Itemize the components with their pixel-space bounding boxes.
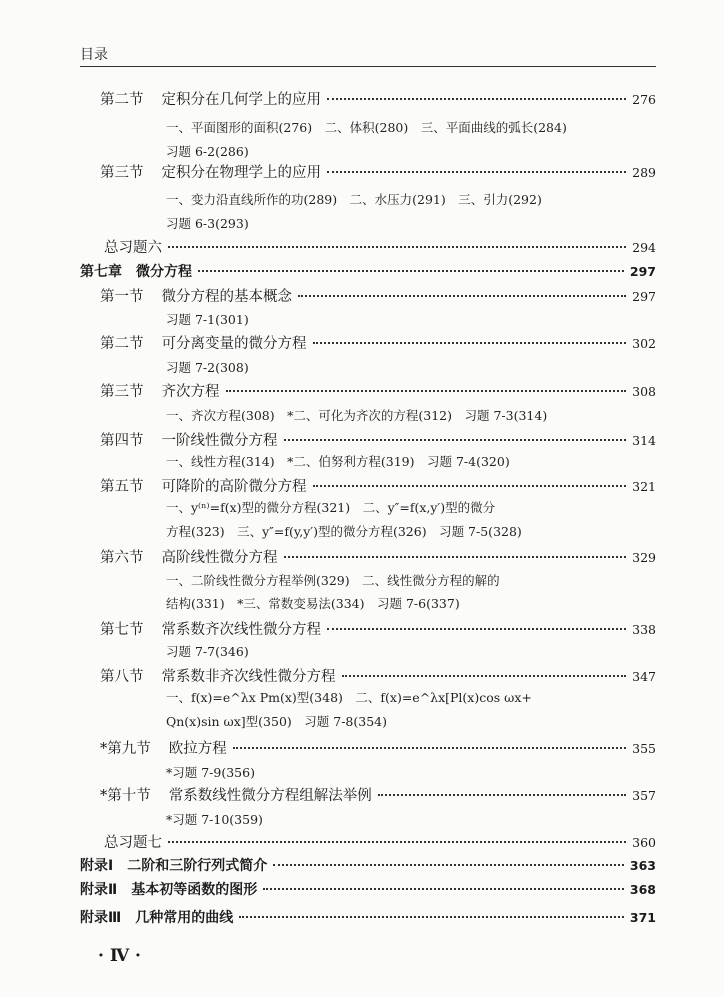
- toc-entry[interactable]: [100, 737, 656, 758]
- toc-page-number: 314: [632, 433, 656, 448]
- toc-entry[interactable]: [104, 831, 656, 852]
- toc-section-number: 第八节: [100, 669, 144, 685]
- toc-entry[interactable]: [100, 161, 656, 182]
- toc-chapter-entry[interactable]: [80, 907, 656, 927]
- toc-title: 可分离变量的微分方程: [161, 336, 307, 352]
- toc-page-number: 360: [632, 835, 656, 850]
- header-title: 目录: [80, 47, 108, 63]
- toc-title: 定积分在几何学上的应用: [161, 92, 321, 108]
- toc-subentry: 一、二阶线性微分方程举例(329) 二、线性微分方程的解的: [166, 573, 500, 588]
- toc-page-number: 308: [632, 384, 656, 399]
- toc-title: 总习题七: [104, 835, 162, 851]
- toc-page-number: 289: [632, 165, 656, 180]
- toc-page-number: 297: [632, 289, 656, 304]
- toc-title: 二阶和三阶行列式简介: [127, 858, 268, 874]
- toc-section-number: 第七章: [80, 264, 122, 280]
- toc-title: 定积分在物理学上的应用: [161, 165, 321, 181]
- toc-section-number: 第二节: [100, 336, 144, 352]
- toc-subentry: 一、变力沿直线所作的功(289) 二、水压力(291) 三、引力(292): [166, 192, 542, 207]
- leader-dots: [226, 390, 627, 392]
- toc-section-number: 第一节: [100, 289, 144, 305]
- toc-page-number: 363: [629, 858, 656, 873]
- toc-section-number: 附录Ⅲ: [80, 910, 122, 926]
- leader-dots: [233, 747, 626, 749]
- toc-subentry: 一、平面图形的面积(276) 二、体积(280) 三、平面曲线的弧长(284): [166, 120, 567, 135]
- toc-subentry: 习题 6-2(286): [166, 144, 249, 159]
- toc-page-number: 321: [632, 479, 656, 494]
- toc-chapter-entry[interactable]: [80, 261, 656, 281]
- toc-entry[interactable]: [100, 546, 656, 567]
- toc-chapter-entry[interactable]: [80, 855, 656, 875]
- toc-page-number: 368: [629, 882, 656, 897]
- toc-entry[interactable]: [104, 236, 656, 257]
- toc-page-number: 329: [632, 550, 656, 565]
- toc-page-number: 371: [629, 910, 656, 925]
- toc-title: 可降阶的高阶微分方程: [161, 479, 307, 495]
- toc-subentry: 习题 7-1(301): [166, 312, 249, 327]
- leader-dots: [263, 888, 624, 890]
- toc-title: 基本初等函数的图形: [131, 882, 258, 898]
- toc-title: 微分方程的基本概念: [161, 289, 292, 305]
- toc-subentry: 结构(331) *三、常数变易法(334) 习题 7-6(337): [166, 596, 460, 611]
- toc-entry[interactable]: [100, 784, 656, 805]
- toc-title: 高阶线性微分方程: [161, 550, 278, 566]
- toc-entry[interactable]: [100, 332, 656, 353]
- toc-chapter-entry[interactable]: [80, 879, 656, 899]
- leader-dots: [327, 98, 626, 100]
- leader-dots: [273, 864, 624, 866]
- leader-dots: [168, 841, 626, 843]
- toc-subentry: 习题 7-7(346): [166, 644, 249, 659]
- leader-dots: [313, 485, 627, 487]
- toc-page-number: 294: [632, 240, 656, 255]
- toc-page-number: 355: [632, 741, 656, 756]
- leader-dots: [168, 246, 626, 248]
- toc-subentry: 一、f(x)=e^λx Pm(x)型(348) 二、f(x)=e^λx[Pl(x)cos ωx+: [166, 690, 532, 705]
- toc-entry[interactable]: [100, 88, 656, 109]
- toc-title: 一阶线性微分方程: [161, 433, 278, 449]
- leader-dots: [284, 439, 627, 441]
- toc-title: 常系数齐次线性微分方程: [161, 622, 321, 638]
- toc-section-number: 第三节: [100, 165, 144, 181]
- page-number: · Ⅳ ·: [98, 946, 141, 966]
- leader-dots: [284, 556, 627, 558]
- toc-page-number: 357: [632, 788, 656, 803]
- leader-dots: [313, 342, 627, 344]
- toc-subentry: *习题 7-9(356): [166, 765, 255, 780]
- toc-entry[interactable]: [100, 285, 656, 306]
- toc-subentry: *习题 7-10(359): [166, 812, 263, 827]
- toc-page-number: 347: [632, 669, 656, 684]
- toc-page-number: 302: [632, 336, 656, 351]
- toc-subentry: Qn(x)sin ωx]型(350) 习题 7-8(354): [166, 714, 387, 729]
- leader-dots: [327, 628, 626, 630]
- toc-entry[interactable]: [100, 618, 656, 639]
- toc-subentry: 方程(323) 三、y″=f(y,y′)型的微分方程(326) 习题 7-5(328): [166, 524, 522, 539]
- toc-title: 总习题六: [104, 240, 162, 256]
- toc-page-number: 297: [629, 264, 656, 279]
- toc-entry[interactable]: [100, 665, 656, 686]
- toc-section-number: 附录Ⅰ: [80, 858, 114, 874]
- toc-title: 齐次方程: [161, 384, 220, 400]
- toc-subentry: 一、线性方程(314) *二、伯努利方程(319) 习题 7-4(320): [166, 454, 510, 469]
- toc-section-number: 附录Ⅱ: [80, 882, 118, 898]
- toc-title: 几种常用的曲线: [135, 910, 234, 926]
- leader-dots: [327, 171, 626, 173]
- toc-section-number: *第十节: [100, 788, 151, 804]
- leader-dots: [239, 916, 624, 918]
- toc-entry[interactable]: [100, 429, 656, 450]
- toc-section-number: 第四节: [100, 433, 144, 449]
- toc-section-number: 第六节: [100, 550, 144, 566]
- toc-title: 常系数线性微分方程组解法举例: [168, 788, 372, 804]
- toc-subentry: 习题 7-2(308): [166, 360, 249, 375]
- toc-entry[interactable]: [100, 475, 656, 496]
- toc-section-number: *第九节: [100, 741, 151, 757]
- leader-dots: [298, 295, 626, 297]
- toc-section-number: 第三节: [100, 384, 144, 400]
- toc-page-number: 276: [632, 92, 656, 107]
- toc-entry[interactable]: [100, 380, 656, 401]
- toc-title: 欧拉方程: [168, 741, 227, 757]
- toc-title: 微分方程: [136, 264, 192, 280]
- toc-page-number: 338: [632, 622, 656, 637]
- toc-section-number: 第七节: [100, 622, 144, 638]
- toc-subentry: 一、齐次方程(308) *二、可化为齐次的方程(312) 习题 7-3(314): [166, 408, 548, 423]
- leader-dots: [342, 675, 627, 677]
- leader-dots: [378, 794, 626, 796]
- toc-section-number: 第二节: [100, 92, 144, 108]
- toc-subentry: 一、y⁽ⁿ⁾=f(x)型的微分方程(321) 二、y″=f(x,y′)型的微分: [166, 500, 496, 515]
- toc-subentry: 习题 6-3(293): [166, 216, 249, 231]
- toc-title: 常系数非齐次线性微分方程: [161, 669, 336, 685]
- toc-section-number: 第五节: [100, 479, 144, 495]
- leader-dots: [198, 270, 624, 272]
